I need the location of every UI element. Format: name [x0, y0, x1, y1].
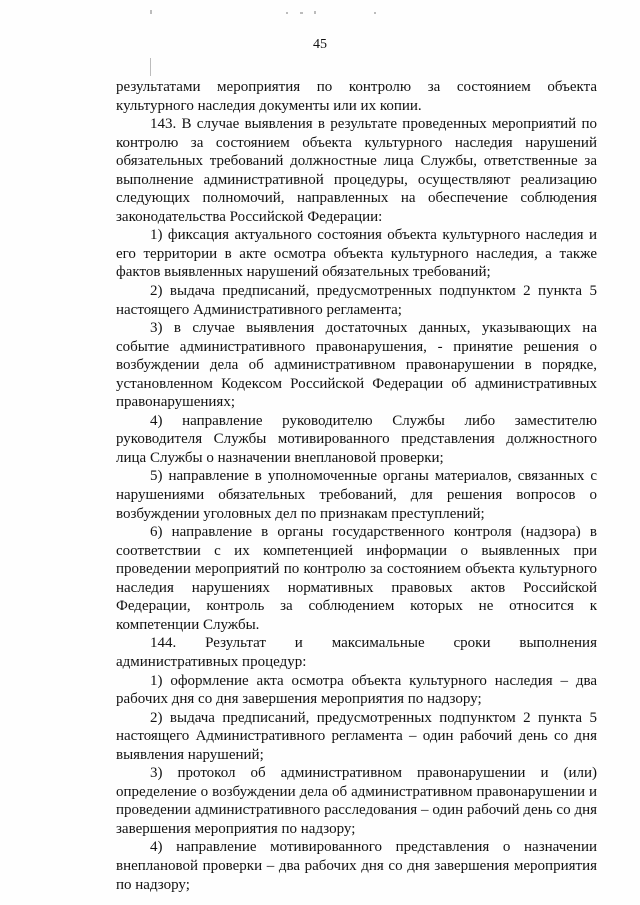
paragraph: 6) направление в органы государственного контроля (надзора) в соответствии с их компетенцией информации о выявленных при проведении мероприятий по контролю за состоянием объекта культурного наследия нарушениях нормативных правовых актов Российской Федерации, контроль за соблюдением которых не относится к компетенции Службы.	[116, 524, 597, 633]
paragraph: 5) направление в уполномоченные органы материалов, связанных с нарушениями обязательных требований, для решения вопросов о возбуждении уголовных дел по признакам преступлений;	[116, 468, 597, 522]
scan-speck	[374, 12, 376, 14]
scan-speck	[314, 11, 316, 14]
paragraph: 3) протокол об административном правонарушении и (или) определение о возбуждении дела об административном правонарушении и проведении административного расследования – один рабочий день со дня завершения мероприятия по надзору;	[116, 765, 597, 837]
page-number: 45	[313, 37, 327, 52]
paragraph: 1) фиксация актуального состояния объекта культурного наследия и его территории в акте осмотра объекта культурного наследия, а также фактов выявленных нарушений обязательных требований;	[116, 227, 597, 281]
paragraph: 2) выдача предписаний, предусмотренных подпунктом 2 пункта 5 настоящего Административного регламента;	[116, 283, 597, 318]
paragraph: 3) в случае выявления достаточных данных, указывающих на событие административного правонарушения, - принятие решения о возбуждении дела об административном правонарушении в порядке, установленном Кодексом Российской Федерации об административных правонарушениях;	[116, 320, 597, 411]
scan-speck	[286, 12, 288, 14]
document-body	[116, 78, 597, 894]
scan-speck	[150, 58, 151, 76]
scan-speck	[150, 10, 152, 14]
paragraph: 1) оформление акта осмотра объекта культурного наследия – два рабочих дня со дня завершения мероприятия по надзору;	[116, 672, 597, 708]
paragraph: результатами мероприятия по контролю за состоянием объекта культурного наследия документы или их копии.	[116, 79, 597, 114]
paragraph: 144. Результат и максимальные сроки выполнения административных процедур:	[116, 635, 597, 670]
scan-speck	[300, 12, 303, 14]
paragraph: 143. В случае выявления в результате проведенных мероприятий по контролю за состоянием объекта культурного наследия нарушений обязательных требований должностные лица Службы, ответственные за выполнение административной процедуры, осуществляют реализацию следующих полномочий, направленных на обеспечение соблюдения законодательства Российской Федерации:	[116, 116, 597, 225]
paragraph: 2) выдача предписаний, предусмотренных подпунктом 2 пункта 5 настоящего Административного регламента – один рабочий день со дня выявления нарушений;	[116, 709, 597, 763]
paragraph: 4) направление руководителю Службы либо заместителю руководителя Службы мотивированного представления должностного лица Службы о назначении внеплановой проверки;	[116, 412, 597, 466]
paragraph: 4) направление мотивированного представления о назначении внеплановой проверки – два рабочих дня со дня завершения мероприятия по надзору;	[116, 839, 597, 893]
